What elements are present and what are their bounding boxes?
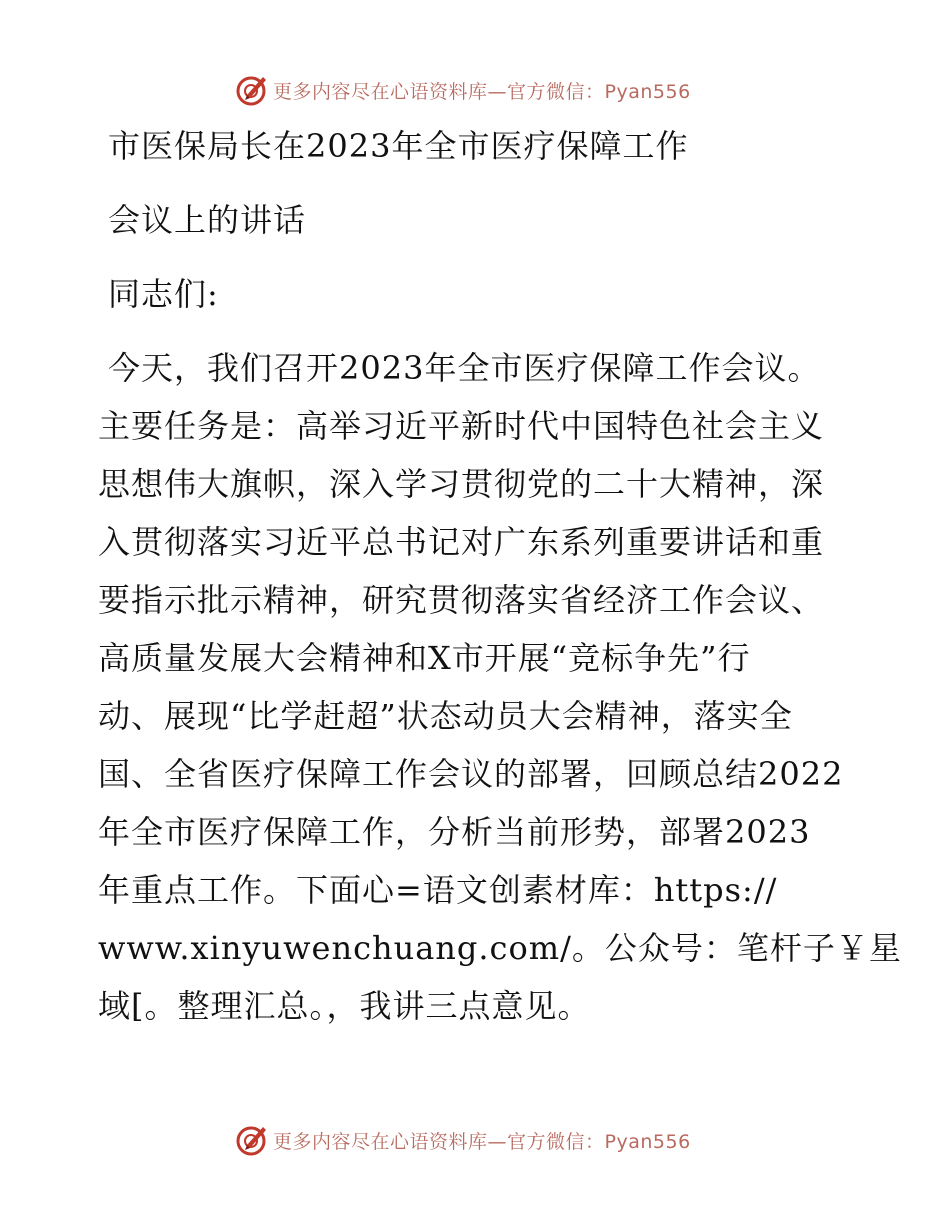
document-title-line-1: 市医保局长在2023年全市医疗保障工作 bbox=[108, 127, 689, 165]
header-watermark-text: 更多内容尽在心语资料库—官方微信：Pyan556 bbox=[273, 80, 691, 103]
pen-circle-logo-icon bbox=[235, 1123, 269, 1157]
header-watermark bbox=[235, 73, 691, 107]
body-line: 要指示批示精神，研究贯彻落实省经济工作会议、 bbox=[98, 581, 825, 619]
body-line: 动、展现“比学赶超”状态动员大会精神，落实全 bbox=[98, 697, 793, 735]
body-line: www.xinyuwenchuang.com/。公众号：笔杆子￥星 bbox=[98, 929, 902, 967]
pen-circle-logo-icon bbox=[235, 73, 269, 107]
salutation: 同志们: bbox=[108, 275, 219, 313]
body-line: 国、全省医疗保障工作会议的部署，回顾总结2022 bbox=[98, 755, 844, 793]
document-title-line-2: 会议上的讲话 bbox=[108, 201, 307, 239]
body-line: 高质量发展大会精神和X市开展“竞标争先”行 bbox=[98, 639, 751, 677]
body-line: 主要任务是：高举习近平新时代中国特色社会主义 bbox=[98, 407, 825, 445]
footer-watermark-text: 更多内容尽在心语资料库—官方微信：Pyan556 bbox=[273, 1130, 691, 1153]
body-line: 入贯彻落实习近平总书记对广东系列重要讲话和重 bbox=[98, 523, 825, 561]
body-line: 今天，我们召开2023年全市医疗保障工作会议。 bbox=[108, 349, 821, 387]
body-line: 年全市医疗保障工作，分析当前形势，部署2023 bbox=[98, 813, 811, 851]
body-line: 域[。整理汇总。，我讲三点意见。 bbox=[98, 987, 591, 1025]
footer-watermark bbox=[235, 1123, 691, 1157]
body-line: 年重点工作。下面心=语文创素材库：https:// bbox=[98, 871, 778, 909]
body-line: 思想伟大旗帜，深入学习贯彻党的二十大精神，深 bbox=[98, 465, 825, 503]
